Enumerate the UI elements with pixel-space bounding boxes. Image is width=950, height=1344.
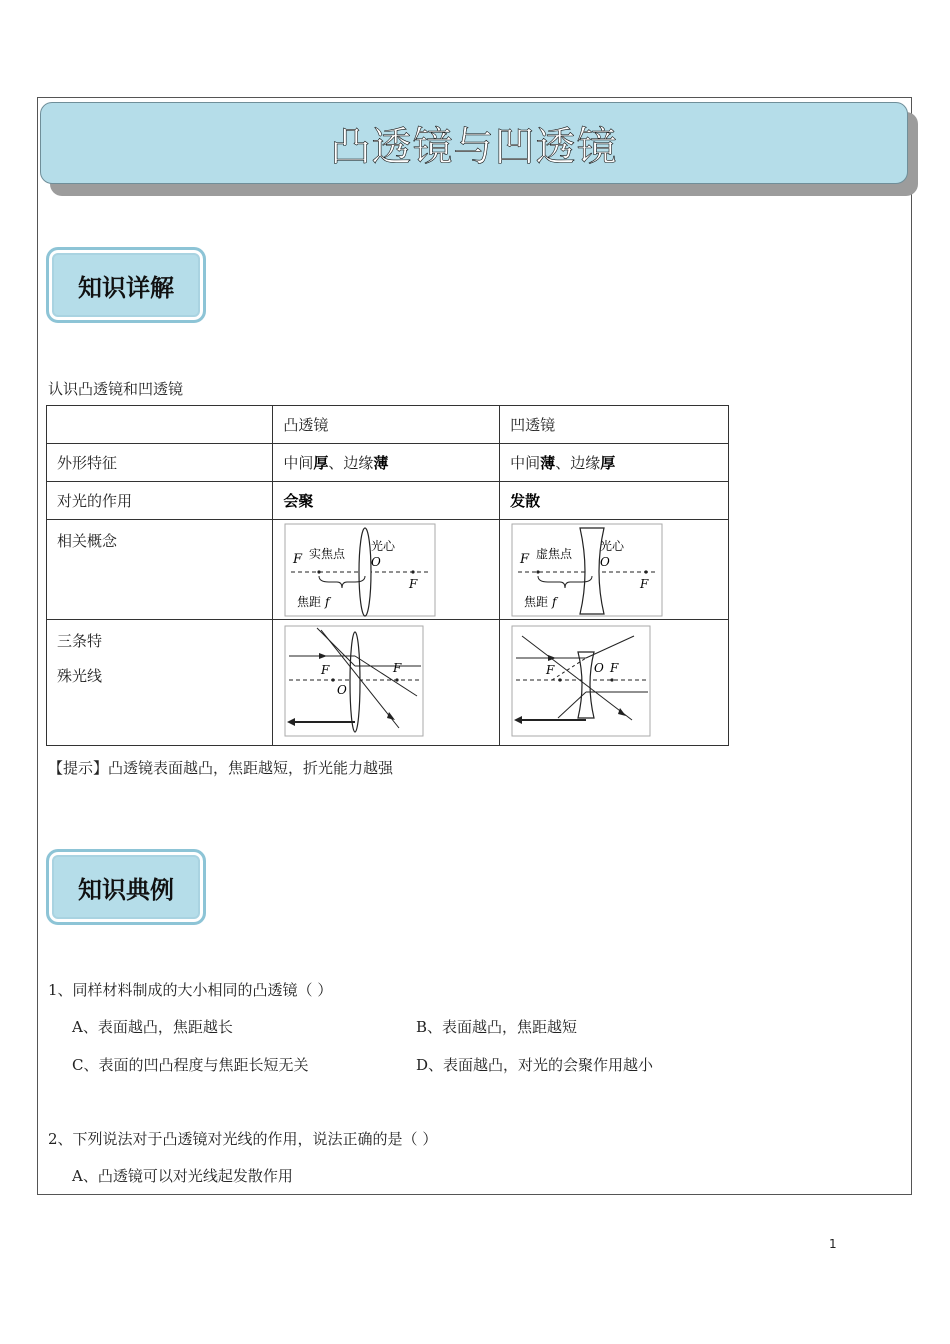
page-title: 凸透镜与凹透镜 [330,123,618,170]
section-badge-examples [46,849,206,925]
question-1-option-a: A、表面越凸，焦距越长 [72,1018,233,1036]
fig-text: O [337,683,348,697]
question-1-stem: 1、同样材料制成的大小相同的凸透镜（ ） [48,981,333,999]
table-cell [47,406,273,444]
question-2-option-a: A、凸透镜可以对光线起发散作用 [72,1167,293,1185]
concept-label: 相关概念 [47,520,273,620]
fig-text: O [600,555,610,569]
concave-lens-concept-diagram [508,522,664,618]
concave-effect: 发散 [500,482,729,520]
table-row [47,482,729,520]
concave-rays-cell [500,620,729,746]
convex-shape: 中间厚、边缘薄 [273,444,500,482]
fig-text: O [371,555,382,569]
convex-rays-cell [273,620,500,746]
concave-concept-cell [500,520,729,620]
fig-text: F [321,663,330,677]
fig-text: 虚焦点 [536,547,573,561]
convex-concept-cell [273,520,500,620]
table-row [47,520,729,620]
fig-text: F [610,661,619,675]
fig-text: F [640,577,649,591]
effect-label: 对光的作用 [47,482,273,520]
fig-text: f [552,595,557,609]
page-number: 1 [829,1237,837,1251]
question-1-option-c: C、表面的凹凸程度与焦距长短无关 [72,1056,309,1074]
concave-shape: 中间薄、边缘厚 [500,444,729,482]
rays-label: 三条特 殊光线 [47,620,273,746]
fig-text: F [546,663,555,677]
fig-text: F [409,577,418,591]
table-row [47,444,729,482]
fig-text: 焦距 [297,595,322,609]
tip-text: 【提示】凸透镜表面越凸，焦距越短，折光能力越强 [48,759,394,777]
fig-text: F [520,552,530,567]
fig-text: 焦距 [524,595,549,609]
section-badge-label: 知识典例 [78,875,174,904]
fig-text: O [594,661,604,675]
concave-lens-rays-diagram [508,622,652,738]
fig-text: 实焦点 [309,547,346,561]
shape-label: 外形特征 [47,444,273,482]
section-badge-label: 知识详解 [78,273,174,302]
section-badge-knowledge [46,247,206,323]
table-header-convex: 凸透镜 [273,406,500,444]
title-banner [40,102,908,184]
fig-text: 光心 [371,539,396,553]
fig-text: F [393,661,402,675]
convex-lens-concept-diagram [281,522,437,618]
lens-comparison-table [46,405,729,746]
question-1-option-b: B、表面越凸，焦距越短 [416,1018,578,1036]
intro-text: 认识凸透镜和凹透镜 [48,380,184,398]
table-row [47,620,729,746]
fig-text: f [325,595,330,609]
question-2-stem: 2、下列说法对于凸透镜对光线的作用，说法正确的是（ ） [48,1130,438,1148]
convex-lens-rays-diagram [281,622,425,738]
table-header-concave: 凹透镜 [500,406,729,444]
fig-text: 光心 [600,539,625,553]
fig-text: F [293,552,303,567]
convex-effect: 会聚 [273,482,500,520]
table-row [47,406,729,444]
question-1-option-d: D、表面越凸，对光的会聚作用越小 [416,1056,654,1074]
